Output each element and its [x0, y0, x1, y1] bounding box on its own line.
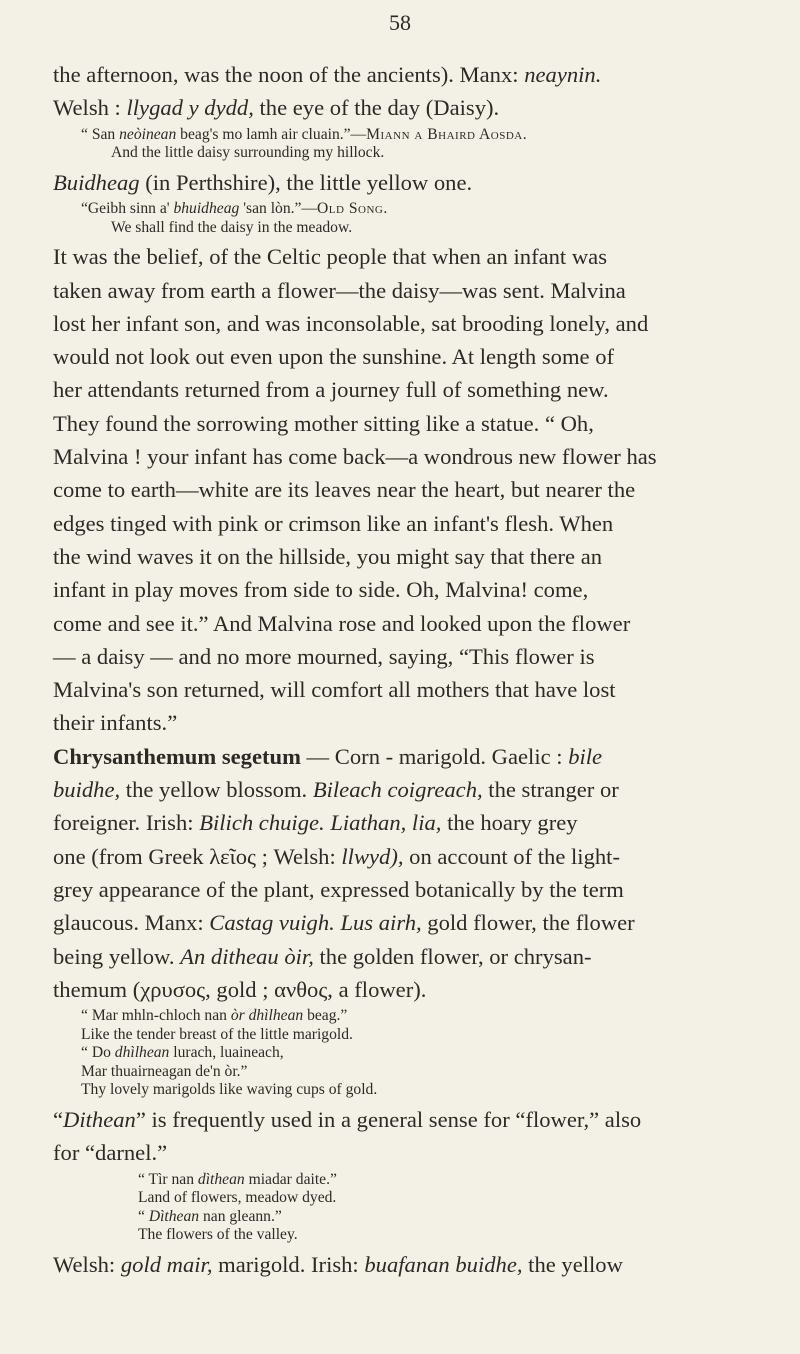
quote-line: [53, 1007, 753, 1026]
italic-term: bhuidheag: [173, 200, 240, 218]
text-line: grey appearance of the plant, expressed botanically by the term: [53, 876, 624, 902]
text: “: [53, 1107, 64, 1133]
text: ” is frequently used in a general sense for “flower,” also: [135, 1107, 642, 1133]
text-line: [53, 773, 753, 806]
species-name: Chrysanthemum segetum: [53, 743, 301, 769]
text-line: would not look out even upon the sunshine. At length some of: [53, 344, 615, 370]
italic-term: llygad y dydd,: [126, 95, 254, 121]
italic-term: buidhe,: [53, 777, 121, 803]
text-line: [53, 840, 753, 873]
text-line: — a daisy — and no more mourned, saying, “This flower is: [53, 643, 595, 669]
italic-term: bile: [568, 743, 603, 769]
quotation: [53, 126, 753, 163]
text-line: [53, 806, 753, 839]
text-line: [53, 166, 753, 199]
text-line: themum (χρυσος, gold ; ανθος, a flower).: [53, 976, 427, 1002]
italic-term: neaynin.: [524, 62, 602, 87]
quote-translation: We shall find the daisy in the meadow.: [111, 218, 353, 236]
text: one (from Greek λεῖος ; Welsh:: [53, 843, 342, 869]
text: the afternoon, was the noon of the ancients). Manx:: [53, 62, 525, 87]
quote-source: Miann a Bhaird Aosda.: [366, 125, 528, 143]
text: Welsh :: [53, 95, 127, 121]
text-line: They found the sorrowing mother sitting like a statue. “ Oh,: [53, 410, 594, 436]
text-line: their infants.”: [53, 710, 178, 736]
text-line: taken away from earth a flower—the daisy—was sent. Malvina: [53, 277, 626, 303]
text: — Corn - marigold. Gaelic :: [300, 743, 569, 769]
text: on account of the light-: [403, 843, 620, 869]
quotation: [53, 1171, 753, 1245]
text-line: her attendants returned from a journey full of something new.: [53, 377, 609, 403]
text-line: the wind waves it on the hillside, you might say that there an: [53, 543, 603, 569]
text-line: infant in play moves from side to side. Oh, Malvina! come,: [53, 577, 589, 603]
text-line: edges tinged with pink or crimson like an infant's flesh. When: [53, 510, 614, 536]
text: nan gleann.”: [199, 1207, 282, 1225]
text-line: [53, 740, 753, 773]
text-line: [53, 58, 753, 91]
text-line: come to earth—white are its leaves near the heart, but nearer the: [53, 477, 636, 503]
quote-line: Mar thuairneagan de'n òr.”: [81, 1062, 248, 1080]
quotation: [53, 200, 753, 237]
legend-paragraph: [53, 240, 753, 739]
italic-term: neòinean: [119, 125, 177, 143]
text: the yellow: [522, 1252, 623, 1278]
text-line: It was the belief, of the Celtic people that when an infant was: [53, 244, 607, 270]
italic-term: Dìthean: [148, 1207, 200, 1225]
quote-translation: Thy lovely marigolds like waving cups of gold.: [81, 1081, 378, 1099]
text-line: [53, 1103, 753, 1136]
italic-term: Lus airh,: [340, 910, 422, 936]
italic-term: Liathan, lia,: [330, 810, 442, 836]
quote-line: [53, 126, 753, 145]
text-line: [53, 91, 753, 124]
text-line: Malvina's son returned, will comfort all mothers that have lost: [53, 677, 616, 703]
text: foreigner. Irish:: [53, 810, 200, 836]
quote-line: [53, 1171, 753, 1190]
quote-source: Old Song.: [317, 200, 388, 218]
quote-translation: And the little daisy surrounding my hillock.: [111, 144, 385, 162]
text: being yellow.: [53, 943, 181, 969]
text: “ Mar mhln-chloch nan: [81, 1007, 231, 1025]
italic-term: An ditheau òir,: [180, 943, 314, 969]
text: “: [138, 1207, 149, 1225]
text: beag's mo lamh air cluain.”—: [176, 125, 367, 143]
italic-term: òr dhìlhean: [230, 1007, 304, 1025]
quote-translation: Land of flowers, meadow dyed.: [138, 1189, 337, 1207]
italic-term: Buidheag: [53, 169, 140, 195]
text: the stranger or: [482, 777, 619, 803]
text: the hoary grey: [441, 810, 578, 836]
text: gold flower, the flower: [421, 910, 635, 936]
text: “ Do: [81, 1044, 115, 1062]
text: 'san lòn.”—: [239, 200, 318, 218]
text-line: Malvina ! your infant has come back—a wondrous new flower has: [53, 444, 657, 470]
page-number: 58: [389, 10, 411, 35]
text: glaucous. Manx:: [53, 910, 210, 936]
italic-term: Bilich chuige.: [199, 810, 325, 836]
quote-translation: Like the tender breast of the little marigold.: [81, 1025, 353, 1043]
text: (in Perthshire), the little yellow one.: [139, 169, 473, 195]
text: lurach, luaineach,: [169, 1044, 284, 1062]
quote-translation: The flowers of the valley.: [138, 1226, 298, 1244]
text: the golden flower, or chrysan-: [313, 943, 592, 969]
text: “Geibh sinn a': [81, 200, 174, 218]
page-body: [53, 58, 753, 1281]
italic-term: llwyd),: [341, 843, 404, 869]
text-line: lost her infant son, and was inconsolable, sat brooding lonely, and: [53, 310, 649, 336]
text: Welsh:: [53, 1252, 121, 1278]
text-line: for “darnel.”: [53, 1140, 168, 1166]
text: miadar daite.”: [244, 1170, 337, 1188]
italic-term: gold mair,: [120, 1252, 213, 1278]
text-line: [53, 1248, 753, 1281]
italic-term: Castag vuigh.: [209, 910, 335, 936]
italic-term: dhìlhean: [114, 1044, 170, 1062]
text: “ San: [81, 125, 120, 143]
text-line: [53, 906, 753, 939]
italic-term: Dithean: [63, 1107, 136, 1133]
text: the yellow blossom.: [120, 777, 313, 803]
quotation: [53, 1007, 753, 1100]
quote-line: [53, 200, 753, 219]
text: the eye of the day (Daisy).: [253, 95, 500, 121]
text: “ Tìr nan: [138, 1170, 198, 1188]
text-line: [53, 940, 753, 973]
text: beag.”: [303, 1007, 348, 1025]
text: marigold. Irish:: [212, 1252, 365, 1278]
quote-line: [53, 1208, 753, 1227]
italic-term: dìthean: [197, 1170, 245, 1188]
quote-line: [53, 1044, 753, 1063]
italic-term: buafanan buidhe,: [364, 1252, 523, 1278]
italic-term: Bileach coigreach,: [312, 777, 483, 803]
text-line: come and see it.” And Malvina rose and looked upon the flower: [53, 610, 631, 636]
chrysanthemum-paragraph: [53, 740, 753, 1006]
